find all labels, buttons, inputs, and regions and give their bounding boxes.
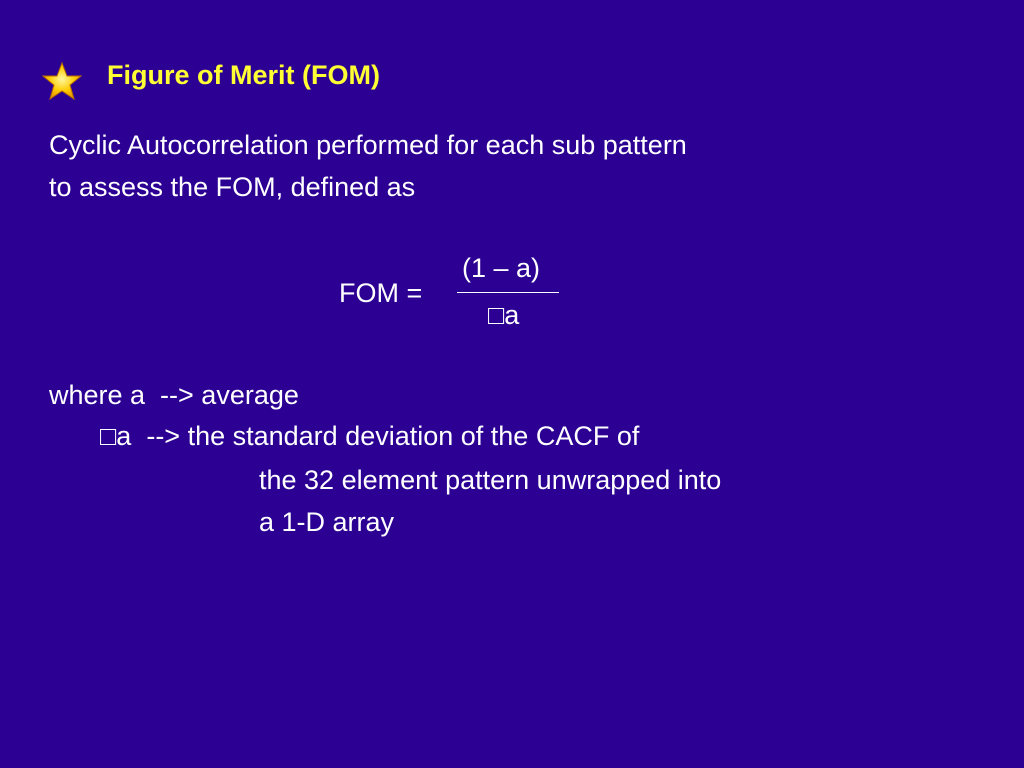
definition-continuation-2: a 1-D array [259,507,395,537]
definition-average: where a --> average [49,380,299,410]
fraction-bar [457,292,559,293]
formula-label: FOM = [339,278,423,308]
intro-line-1: Cyclic Autocorrelation performed for each sub pattern [49,130,687,160]
formula-numerator: (1 – a) [462,253,541,283]
star-icon [42,62,82,100]
definition-continuation-1: the 32 element pattern unwrapped into [259,465,722,495]
definition-std-dev: □a --> the standard deviation of the CACF of [100,421,640,451]
slide-title: Figure of Merit (FOM) [107,60,380,90]
intro-line-2: to assess the FOM, defined as [49,172,416,202]
formula-denominator: □a [488,300,520,330]
